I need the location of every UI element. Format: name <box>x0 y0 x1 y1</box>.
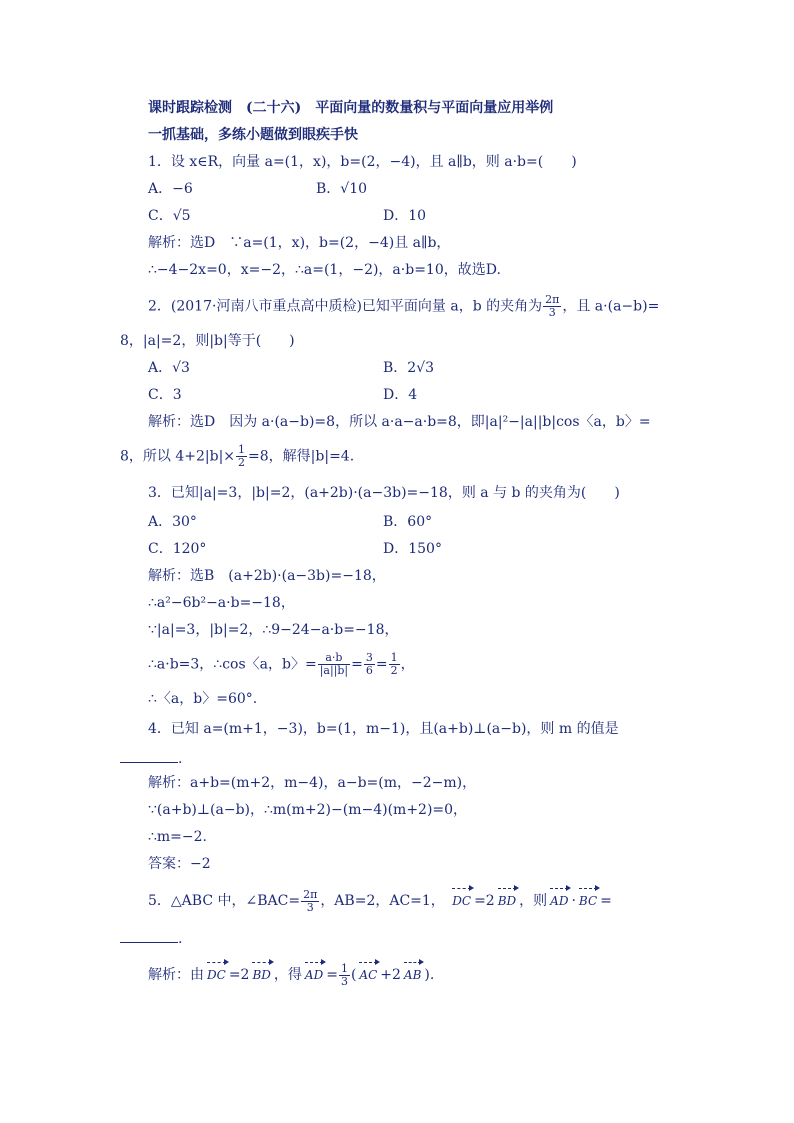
q4-stem: 4．已知 a=(m+1，−3)，b=(1，m−1)，且(a+b)⊥(a−b)，则 m 的值是 <box>148 721 619 737</box>
q2-half-fraction: $\frac{1}{2}$ <box>238 443 246 469</box>
q5-stem-b: ，AB=2，AC=1， <box>320 893 445 909</box>
q3-option-a: A．30° <box>148 514 197 530</box>
q2-option-c: C．3 <box>148 387 182 403</box>
q1-solution-line2: ∴−4−2x=0，x=−2，∴a=(1，−2)，a·b=10，故选D. <box>148 262 501 278</box>
q1-option-a: A．−6 <box>148 181 193 197</box>
q2-sol2-a: 8，所以 4+2|b|× <box>120 448 236 465</box>
q3-fraction-1-2: $\frac{1}{2}$ <box>390 651 398 677</box>
vector-dc: DC <box>452 886 471 910</box>
q5-answer-blank <box>120 928 178 943</box>
q5-stem-a: 5．△ABC 中，∠BAC= <box>148 893 301 909</box>
q4-stem-line2: . <box>120 748 182 768</box>
q3-cos-fraction: $\frac{a\cdot b}{|a||b|}$ <box>319 651 349 677</box>
q2-stem-line2: 8，|a|=2，则|b|等于( ) <box>120 333 295 349</box>
q3-solution-line4 <box>148 652 415 677</box>
q1-option-c: C．√5 <box>148 208 191 224</box>
q3-option-d: D．150° <box>383 541 442 557</box>
q5-stem-line1: 5．△ABC 中，∠BAC= $\frac{2\pi}{3}$ ，AB=2，AC=1， DC =2 BD ，则 AD · BC = <box>148 887 612 914</box>
vector-ad-sol: AD <box>305 960 323 984</box>
q4-solution-line3: ∴m=−2. <box>148 829 208 845</box>
q5-solution: 解析：由 DC =2 BD ，得 AD = $\frac{1}{3}$ ( AC +2 AB ). <box>148 961 435 988</box>
q2-option-b: B．2√3 <box>383 360 435 376</box>
q3-fraction-3-6: $\frac{3}{6}$ <box>365 651 373 677</box>
vector-bd-sol: BD <box>252 960 270 984</box>
q2-stem-a: 2．(2017·河南八市重点高中质检)已知平面向量 a，b 的夹角为 <box>148 298 543 315</box>
q2-stem-line1 <box>148 294 659 319</box>
q4-solution-line2: ∵(a+b)⊥(a−b)，∴m(m+2)−(m−4)(m+2)=0， <box>148 802 468 818</box>
q3-solution-line1: 解析：选B (a+2b)·(a−3b)=−18， <box>148 568 386 584</box>
q2-solution-line2 <box>120 444 354 469</box>
q4-solution-line1: 解析：a+b=(m+2，m−4)，a−b=(m，−2−m)， <box>148 775 477 791</box>
q2-sol2-b: =8，解得|b|=4. <box>248 448 355 465</box>
q2-solution-line1: 解析：选D 因为 a·(a−b)=8，所以 a·a−a·b=8，即|a|²−|a||b|cos〈a，b〉= <box>148 414 651 430</box>
q1-option-b: B．√10 <box>316 181 368 197</box>
q1-option-d: D．10 <box>383 208 427 224</box>
vector-ab-sol: AB <box>404 960 421 984</box>
vector-bd: BD <box>498 886 516 910</box>
q5-third-fraction: $\frac{1}{3}$ <box>340 961 348 988</box>
q3-eq1: = <box>351 656 363 673</box>
q3-eq2: = <box>375 656 388 673</box>
q2-stem-b: ，且 a·(a−b)= <box>562 298 660 315</box>
vector-ad: AD <box>550 886 568 910</box>
q2-option-a: A．√3 <box>148 360 190 376</box>
q3-solution-line3: ∵|a|=3，|b|=2，∴9−24−a·b=−18， <box>148 622 399 638</box>
q3-option-b: B．60° <box>383 514 433 530</box>
q2-angle-fraction: $\frac{2\pi}{3}$ <box>545 293 560 319</box>
vector-ac-sol: AC <box>359 960 377 984</box>
q1-stem: 1．设 x∈R，向量 a=(1，x)，b=(2，−4)，且 a∥b，则 a·b=( ) <box>148 154 577 170</box>
q3-sol4-end: ， <box>400 656 415 673</box>
q5-angle-fraction: $\frac{2\pi}{3}$ <box>303 887 318 914</box>
q3-solution-line5: ∴〈a，b〉=60°. <box>148 691 258 707</box>
q3-solution-line2: ∴a²−6b²−a·b=−18， <box>148 595 295 611</box>
q2-option-d: D．4 <box>383 387 418 403</box>
q4-answer: 答案：−2 <box>148 856 211 872</box>
q5-stem-line2: . <box>120 928 182 948</box>
section-heading: 一抓基础，多练小题做到眼疾手快 <box>148 127 358 143</box>
q4-answer-blank <box>120 748 178 763</box>
vector-bc: BC <box>579 886 597 910</box>
q3-stem: 3．已知|a|=3，|b|=2，(a+2b)·(a−3b)=−18，则 a 与 b 的夹角为( ) <box>148 485 620 501</box>
vector-dc-sol: DC <box>207 960 226 984</box>
page-title: 课时跟踪检测 (二十六) 平面向量的数量积与平面向量应用举例 <box>148 100 554 116</box>
q3-sol4-a: ∴a·b=3，∴cos〈a，b〉= <box>148 656 317 673</box>
q1-solution-line1: 解析：选D ∵a=(1，x)，b=(2，−4)且 a∥b， <box>148 235 451 251</box>
q3-option-c: C．120° <box>148 541 207 557</box>
